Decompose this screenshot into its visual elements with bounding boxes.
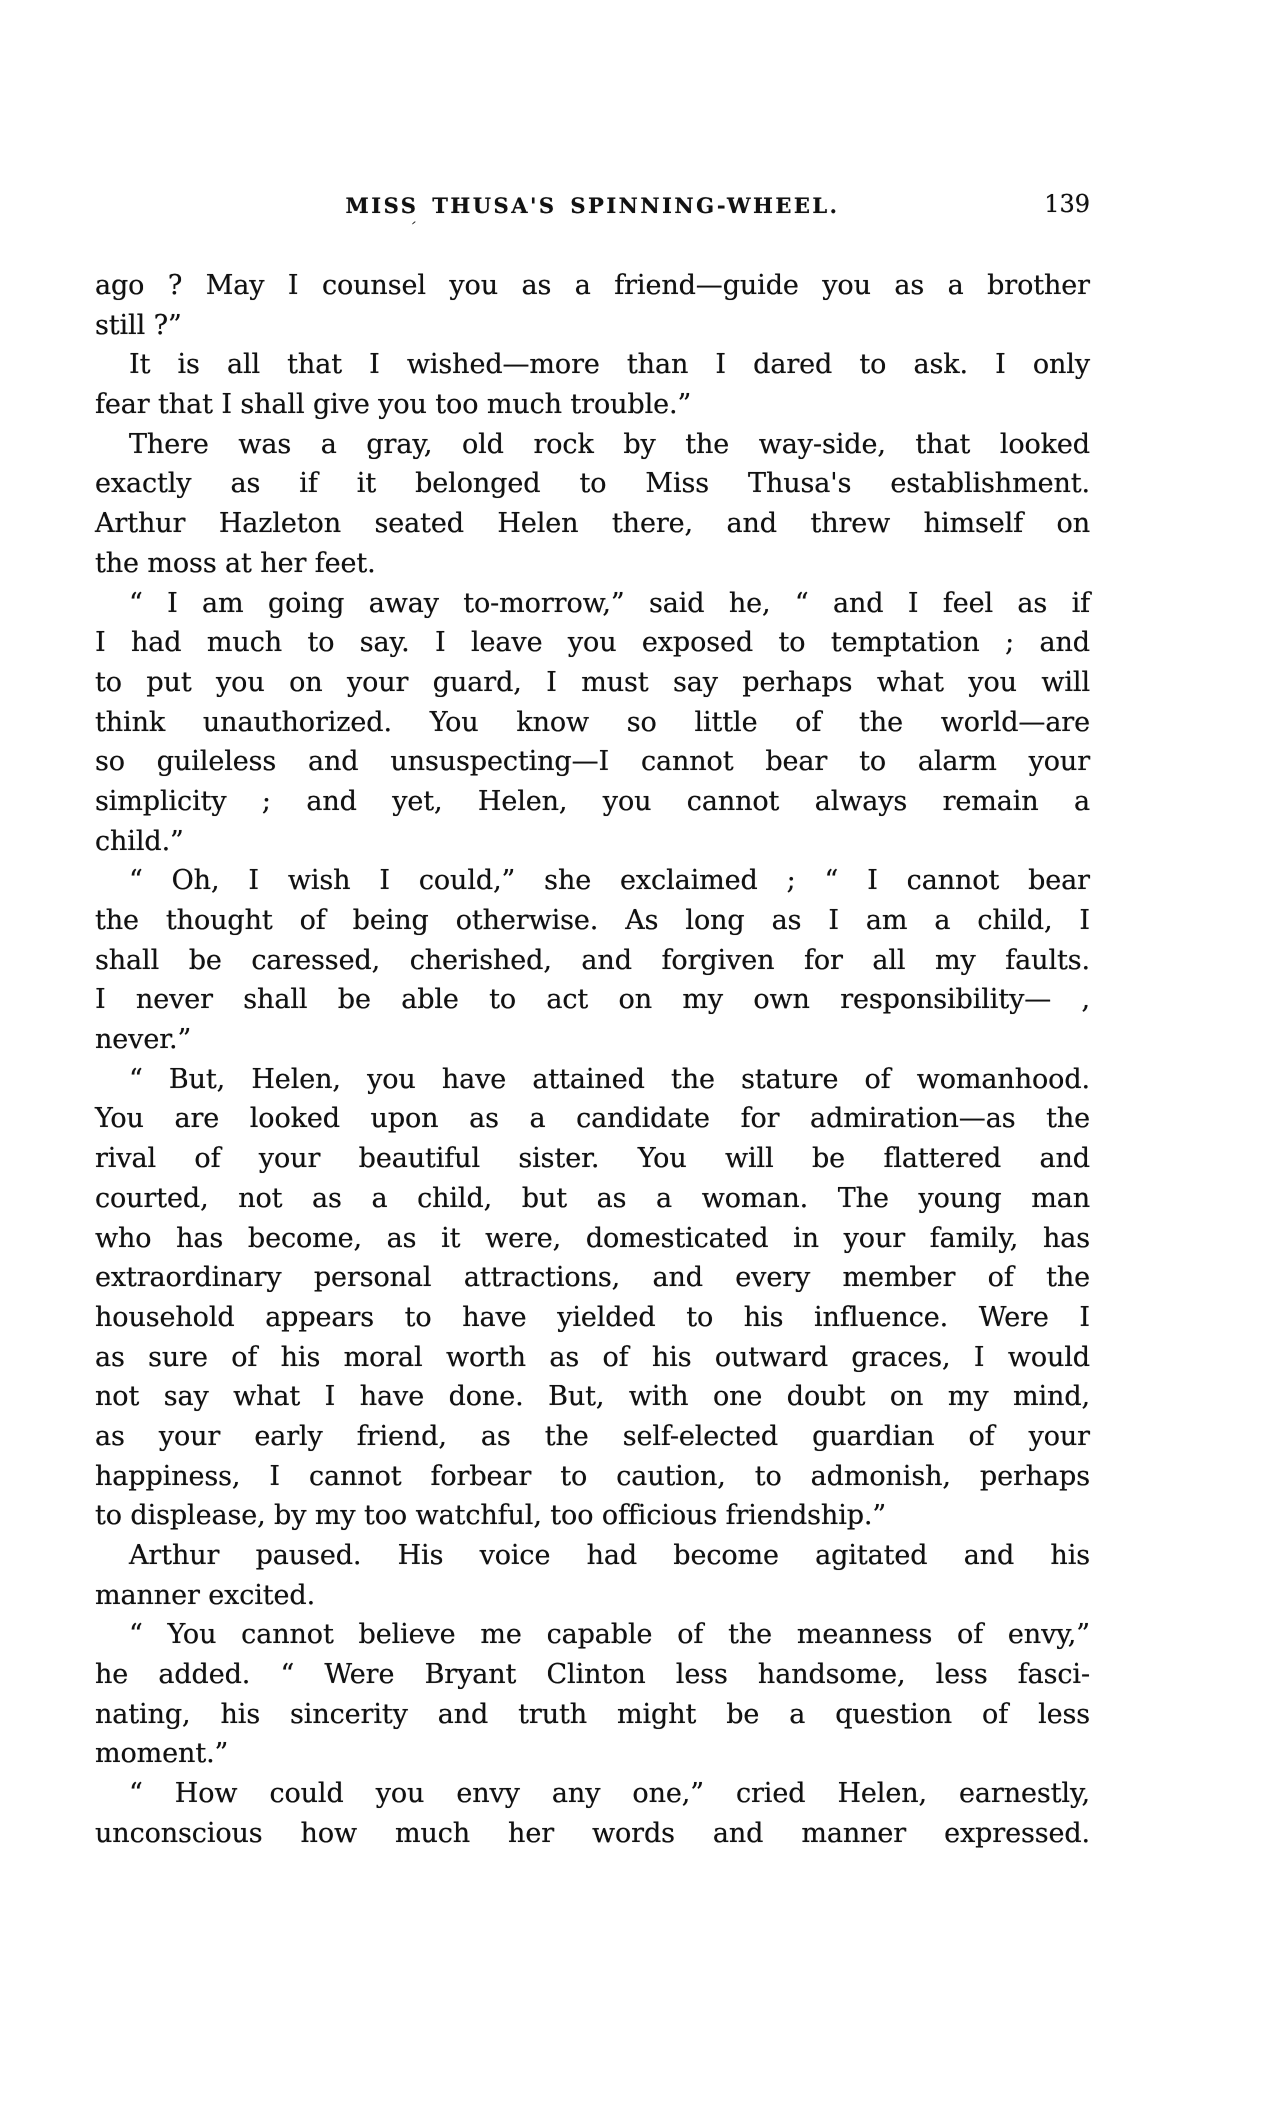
text-line: happiness, I cannot forbear to caution, to admonish, perhaps bbox=[95, 1460, 1090, 1492]
text-line: simplicity ; and yet, Helen, you cannot always remain a bbox=[95, 785, 1090, 817]
text-line: It is all that I wished—more than I dared to ask. I only bbox=[129, 349, 1090, 381]
text-line: ago ? May I counsel you as a friend—guide you as a brother bbox=[95, 270, 1090, 301]
text-line: There was a gray, old rock by the way-side, that looked bbox=[129, 428, 1090, 460]
page-number: 139 bbox=[1044, 190, 1090, 218]
text-line: I had much to say. I leave you exposed to temptation ; and bbox=[95, 627, 1090, 659]
text-line: think unauthorized. You know so little of the world—are bbox=[95, 706, 1090, 738]
text-line: the thought of being otherwise. As long as I am a child, I bbox=[95, 905, 1090, 936]
text-line: Arthur paused. His voice had become agitated and his bbox=[129, 1540, 1090, 1571]
text-line: the moss at her feet. bbox=[95, 547, 376, 579]
text-line: still ?” bbox=[95, 309, 182, 341]
text-line: unconscious how much her words and manner expressed. bbox=[95, 1817, 1090, 1849]
text-line: “ How could you envy any one,” cried Helen, earnestly, bbox=[129, 1778, 1090, 1810]
text-line: as sure of his moral worth as of his outward graces, I would bbox=[95, 1341, 1090, 1373]
text-line: “ But, Helen, you have attained the stature of womanhood. bbox=[129, 1063, 1090, 1095]
text-line: who has become, as it were, domesticated in your family, has bbox=[95, 1222, 1090, 1254]
text-line: nating, his sincerity and truth might be a question of less bbox=[95, 1698, 1090, 1730]
text-line: I never shall be able to act on my own responsibility— , bbox=[95, 984, 1090, 1016]
scan-artifact-tick: ´ bbox=[406, 218, 418, 239]
text-line: household appears to have yielded to his influence. Were I bbox=[95, 1301, 1090, 1333]
text-line: “ You cannot believe me capable of the meanness of envy,” bbox=[129, 1619, 1090, 1651]
text-line: “ Oh, I wish I could,” she exclaimed ; “ I cannot bear bbox=[129, 865, 1090, 897]
text-line: to displease, by my too watchful, too officious friendship.” bbox=[95, 1500, 887, 1532]
text-line: as your early friend, as the self-elected guardian of your bbox=[95, 1420, 1090, 1452]
text-line: exactly as if it belonged to Miss Thusa's establishment. bbox=[95, 468, 1090, 500]
text-line: rival of your beautiful sister. You will be flattered and bbox=[95, 1143, 1090, 1175]
page-header bbox=[95, 190, 1090, 239]
text-line: manner excited. bbox=[95, 1579, 316, 1611]
text-line: courted, not as a child, but as a woman. The young man bbox=[95, 1182, 1090, 1214]
text-line: You are looked upon as a candidate for admiration—as the bbox=[95, 1103, 1090, 1135]
text-line: to put you on your guard, I must say perhaps what you will bbox=[95, 666, 1090, 698]
text-line: Arthur Hazleton seated Helen there, and threw himself on bbox=[95, 508, 1090, 540]
text-line: fear that I shall give you too much trouble.” bbox=[95, 389, 692, 421]
text-line: “ I am going away to-morrow,” said he, “ and I feel as if bbox=[129, 587, 1090, 619]
running-title: MISS THUSA'S SPINNING-WHEEL. bbox=[345, 193, 840, 218]
text-line: child.” bbox=[95, 825, 184, 857]
text-line: moment.” bbox=[95, 1738, 229, 1770]
text-lines bbox=[95, 266, 1090, 1854]
text-line: not say what I have done. But, with one doubt on my mind, bbox=[95, 1381, 1090, 1413]
text-line: never.” bbox=[95, 1024, 192, 1056]
text-line: he added. “ Were Bryant Clinton less handsome, less fasci- bbox=[95, 1659, 1090, 1691]
text-line: so guileless and unsuspecting—I cannot bear to alarm your bbox=[95, 746, 1090, 778]
text-line: shall be caressed, cherished, and forgiven for all my faults. bbox=[95, 944, 1090, 976]
text-line: extraordinary personal attractions, and every member of the bbox=[95, 1262, 1090, 1294]
